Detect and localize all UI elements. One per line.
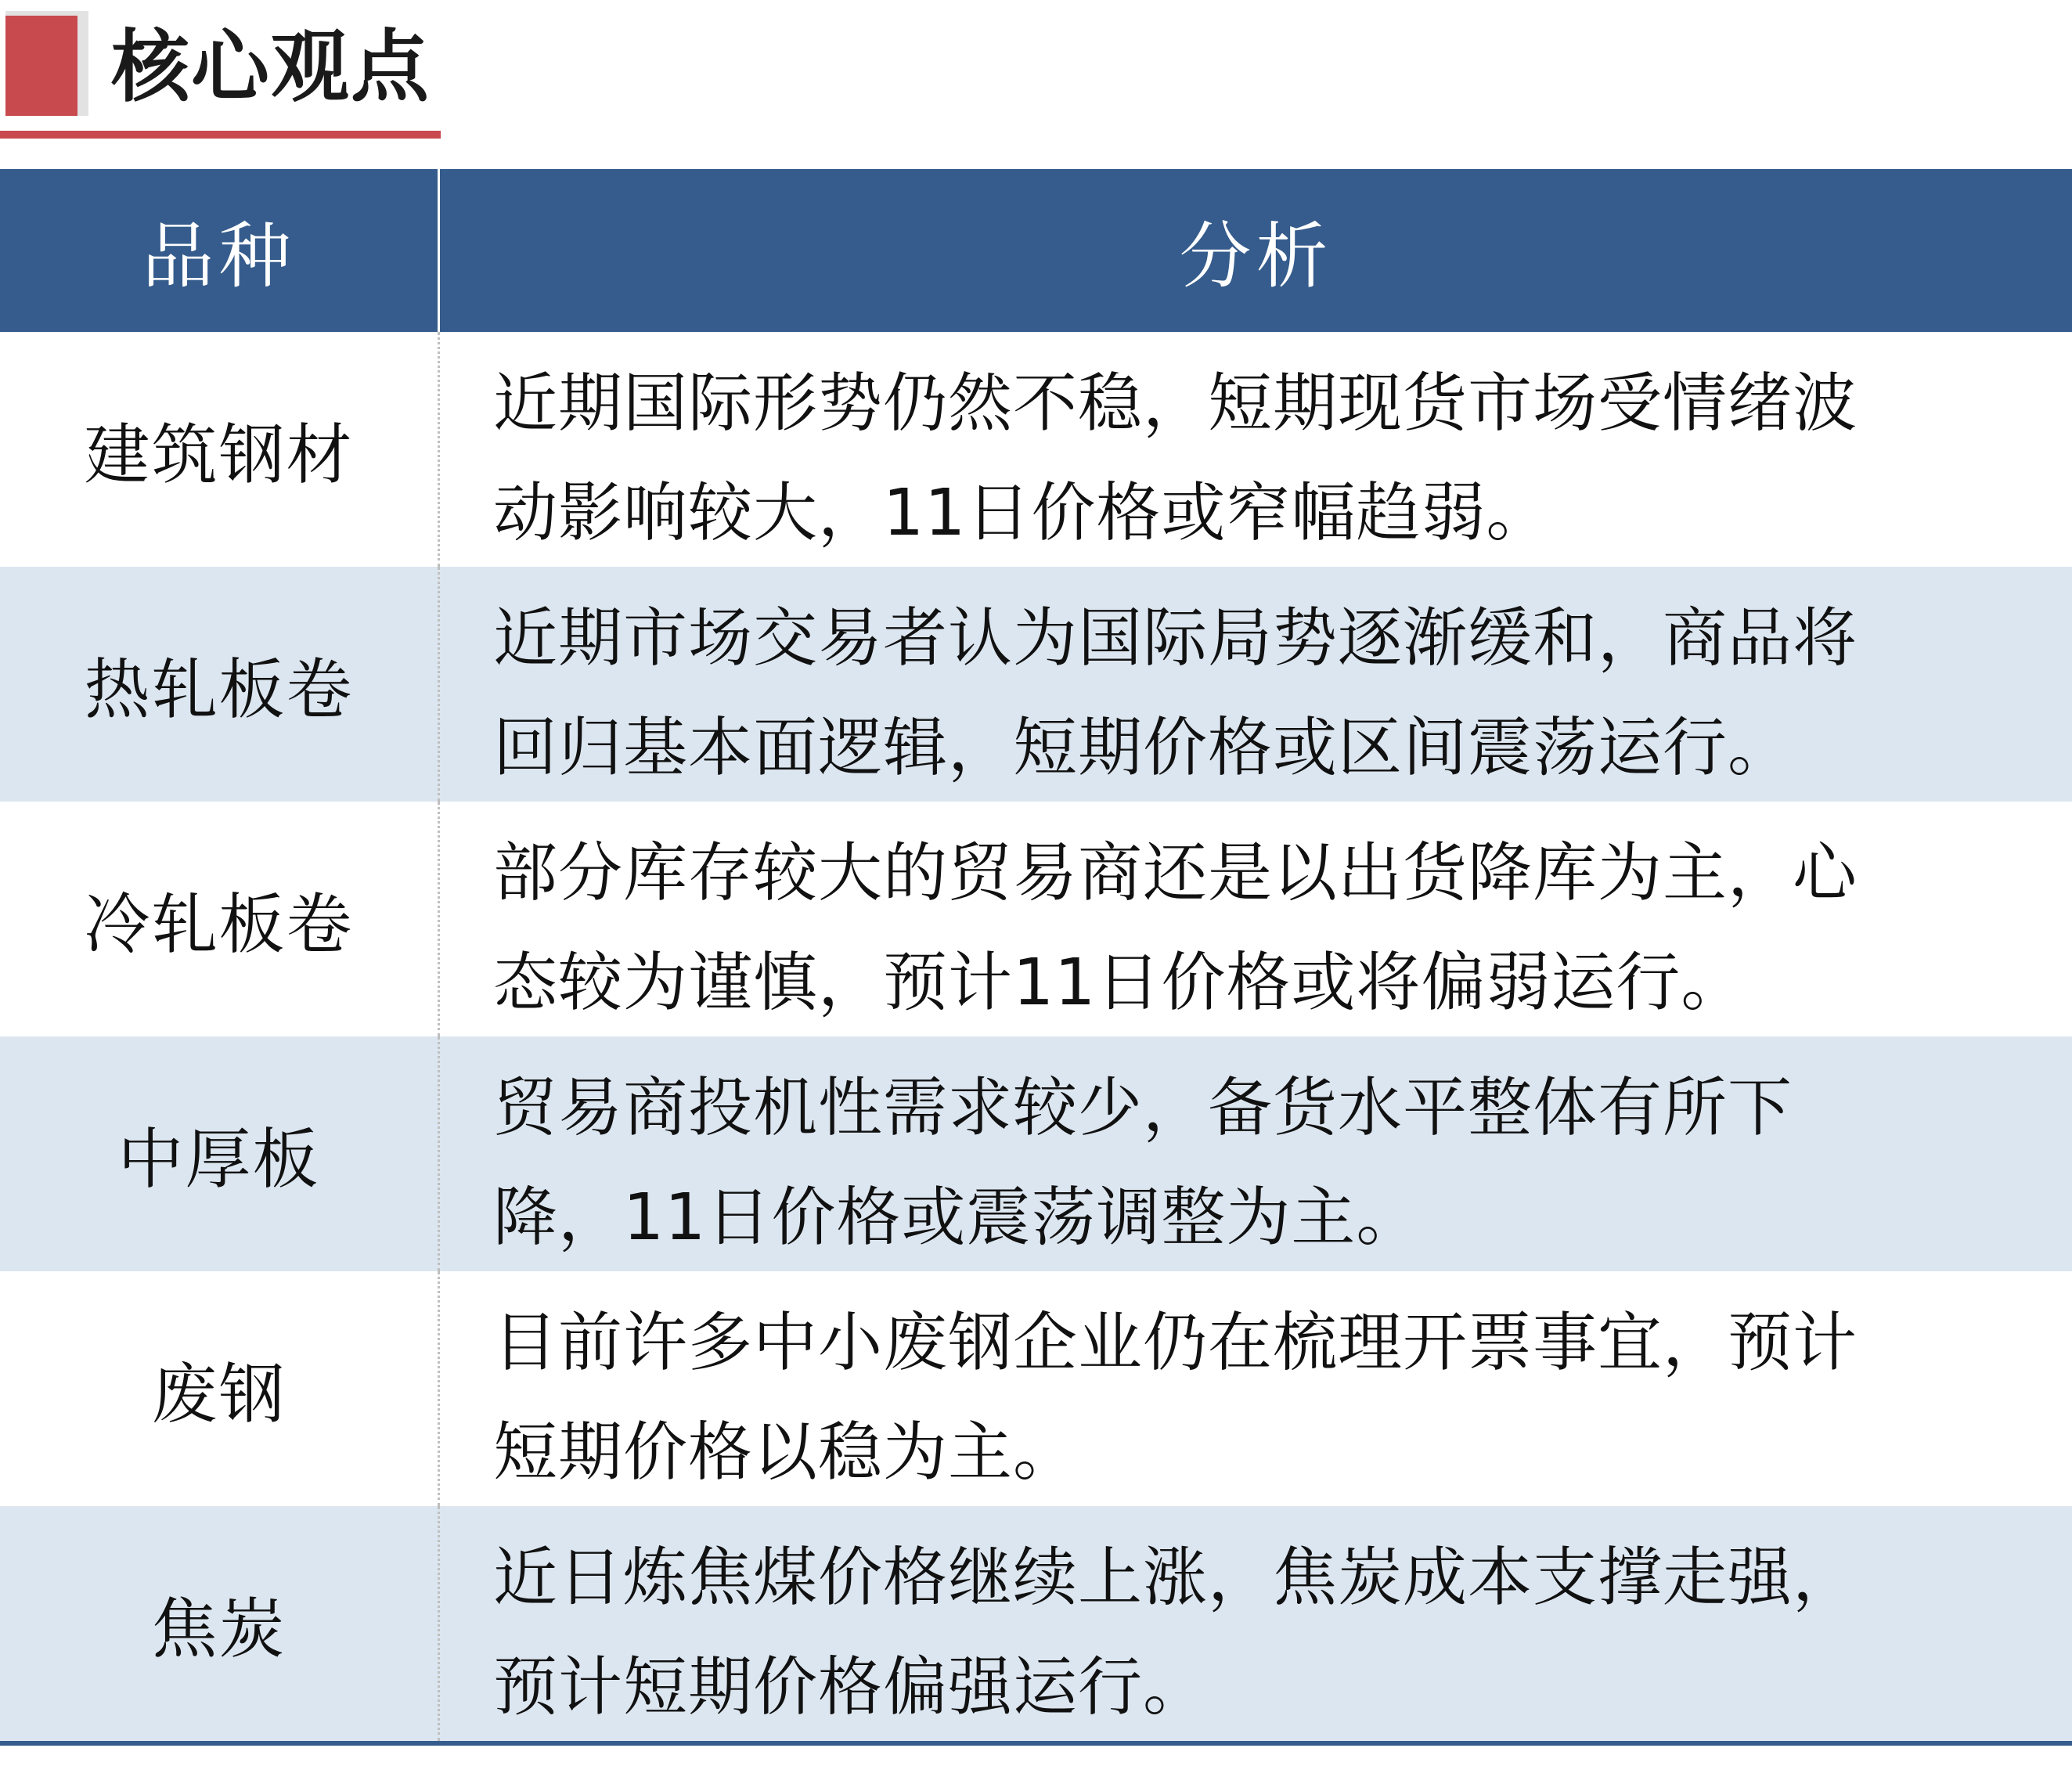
table-row — [0, 802, 2072, 1036]
row-analysis — [440, 802, 2072, 1036]
row-analysis — [440, 332, 2072, 567]
header-category: 品种 — [0, 169, 440, 332]
table-row — [0, 1506, 2072, 1741]
row-analysis — [440, 1271, 2072, 1506]
table-row — [0, 1271, 2072, 1506]
row-category: 热轧板卷 — [0, 567, 440, 802]
header-analysis: 分析 — [1179, 214, 1333, 298]
table-row — [0, 567, 2072, 802]
row-category: 废钢 — [0, 1271, 440, 1506]
analysis-line: 态较为谨慎，预计11日价格或将偏弱运行。 — [493, 946, 1746, 1020]
analysis-table — [0, 169, 2072, 1746]
analysis-line: 短期价格以稳为主。 — [493, 1415, 1079, 1490]
analysis-line: 预计短期价格偏强运行。 — [493, 1650, 1209, 1725]
title-marker-block — [5, 11, 88, 116]
row-category: 冷轧板卷 — [0, 802, 440, 1036]
row-category: 焦炭 — [0, 1506, 440, 1741]
analysis-line: 回归基本面逻辑，短期价格或区间震荡运行。 — [493, 711, 1793, 785]
section-title: 核心观点 — [111, 21, 431, 113]
analysis-line: 近期市场交易者认为国际局势逐渐缓和，商品将 — [493, 601, 1858, 676]
table-row — [0, 332, 2072, 567]
analysis-line: 目前许多中小废钢企业仍在梳理开票事宜，预计 — [493, 1306, 1858, 1380]
row-analysis — [440, 567, 2072, 802]
title-underline — [0, 131, 441, 139]
analysis-line: 部分库存较大的贸易商还是以出货降库为主，心 — [493, 836, 1858, 910]
section-header — [0, 0, 442, 141]
table-header-row — [0, 169, 2072, 332]
row-analysis — [440, 1506, 2072, 1741]
analysis-line: 动影响较大，11日价格或窄幅趋弱。 — [493, 476, 1551, 550]
row-category: 建筑钢材 — [0, 332, 440, 567]
row-analysis — [440, 1036, 2072, 1271]
row-category: 中厚板 — [0, 1036, 440, 1271]
analysis-line: 降，11日价格或震荡调整为主。 — [493, 1180, 1422, 1255]
analysis-line: 贸易商投机性需求较少，备货水平整体有所下 — [493, 1071, 1793, 1145]
analysis-line: 近期国际形势仍然不稳，短期现货市场受情绪波 — [493, 366, 1858, 441]
analysis-line: 近日炼焦煤价格继续上涨，焦炭成本支撑走强， — [493, 1541, 1858, 1615]
table-row — [0, 1036, 2072, 1271]
